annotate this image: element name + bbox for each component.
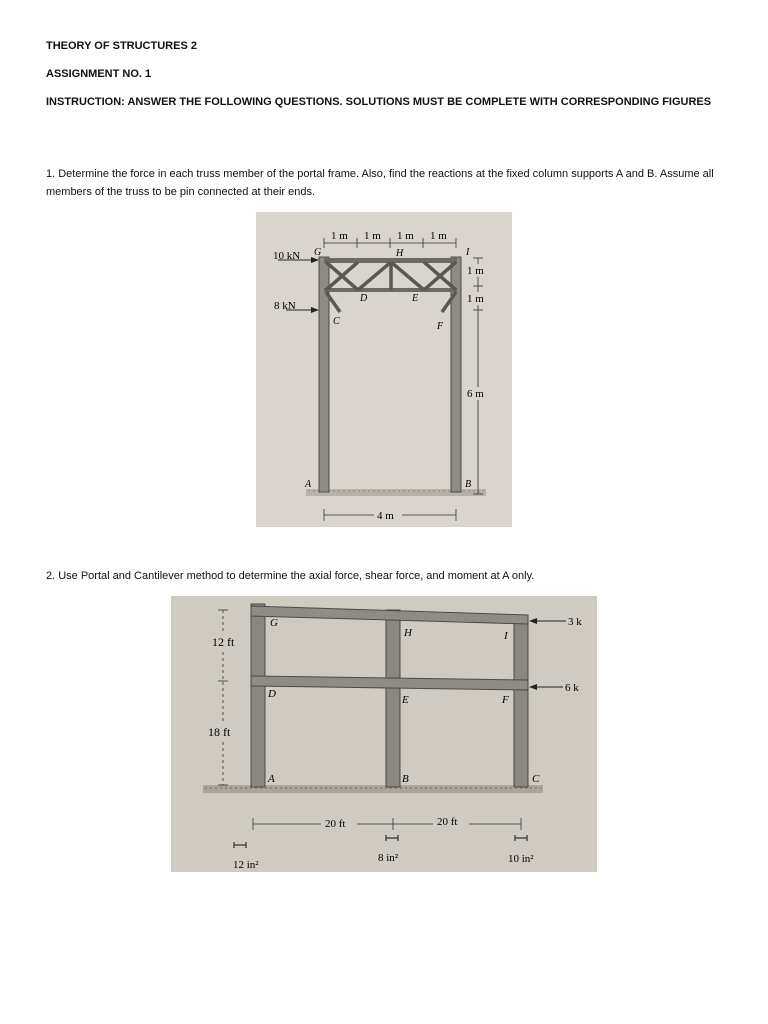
question-1-text: 1. Determine the force in each truss member of the portal frame. Also, find the reactions at the fixed column supports A and B. Assume all members of the truss to be pin connected at their ends.	[46, 168, 714, 198]
node-h: H	[396, 248, 404, 259]
span-20ft-left: 20 ft	[325, 818, 346, 830]
dim-6m: 6 m	[467, 388, 484, 400]
node-b: B	[465, 479, 472, 490]
assignment-title: ASSIGNMENT NO. 1	[46, 68, 152, 80]
load-3k-label: 3 k	[568, 616, 582, 628]
node-i: I	[504, 630, 508, 642]
span-2: 1 m	[364, 230, 381, 242]
node-h: H	[404, 627, 412, 639]
node-f: F	[437, 321, 444, 332]
course-title: THEORY OF STRUCTURES 2	[46, 40, 197, 52]
node-e: E	[412, 293, 419, 304]
area-left: 12 in²	[233, 859, 259, 871]
instruction-text: INSTRUCTION: ANSWER THE FOLLOWING QUESTIONS. SOLUTIONS MUST BE COMPLETE WITH CORRESPONDING FIGURES	[46, 96, 712, 108]
node-d: D	[268, 688, 276, 700]
portal-frame-figure	[256, 212, 512, 527]
node-d: D	[360, 293, 368, 304]
span-3: 1 m	[397, 230, 414, 242]
load-8kn-label: 8 kN	[274, 300, 296, 312]
node-i: I	[466, 247, 470, 258]
node-g: G	[314, 247, 322, 258]
area-middle: 8 in²	[378, 852, 399, 864]
load-10kn-label: 10 kN	[273, 250, 301, 262]
span-20ft-right: 20 ft	[437, 816, 458, 828]
area-right: 10 in²	[508, 853, 534, 865]
node-e: E	[402, 694, 409, 706]
height-12ft: 12 ft	[212, 635, 235, 649]
dim-1m-lower: 1 m	[467, 293, 484, 305]
span-1: 1 m	[331, 230, 348, 242]
span-4: 1 m	[430, 230, 447, 242]
node-a: A	[268, 773, 275, 785]
node-f: F	[502, 694, 509, 706]
height-18ft: 18 ft	[208, 725, 231, 739]
column-right	[514, 615, 528, 787]
node-b: B	[402, 773, 409, 785]
dim-1m-upper: 1 m	[467, 265, 484, 277]
column-left	[251, 604, 265, 787]
node-a: A	[305, 479, 312, 490]
node-g: G	[270, 617, 278, 629]
dim-4m: 4 m	[377, 510, 394, 522]
node-c: C	[532, 773, 540, 785]
column-middle	[386, 610, 400, 787]
node-c: C	[333, 316, 340, 327]
question-2-text: 2. Use Portal and Cantilever method to determine the axial force, shear force, and moment at A only.	[46, 570, 535, 582]
building-frame-figure	[171, 596, 597, 872]
load-6k-label: 6 k	[565, 682, 579, 694]
